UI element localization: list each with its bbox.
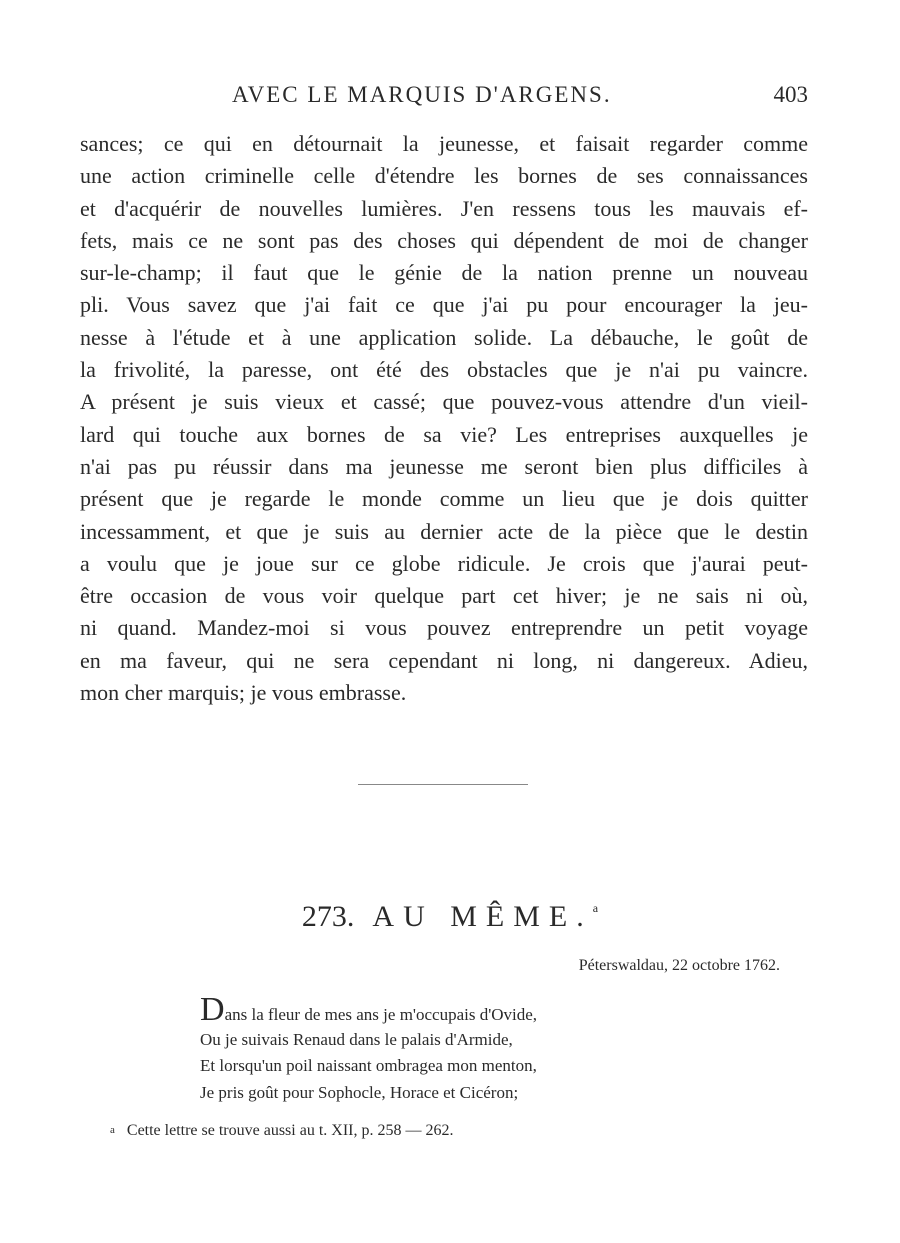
prose-body — [80, 128, 808, 709]
drop-cap: D — [200, 991, 225, 1028]
prose-line: en ma faveur, qui ne sera cependant ni long, ni dangereux. Adieu, — [80, 647, 808, 673]
dateline: Péterswaldau, 22 octobre 1762. — [578, 957, 780, 974]
prose-line: incessamment, et que je suis au dernier acte de la pièce que le destin — [80, 518, 808, 544]
verse-text: ans la fleur de mes ans je m'occupais d'Ovide, — [224, 1005, 538, 1024]
running-header — [0, 82, 900, 112]
prose-line: nesse à l'étude et à une application solide. La débauche, le goût de — [80, 324, 808, 350]
footnote-reference: a — [592, 901, 599, 915]
verse-line: Et lorsqu'un poil naissant ombragea mon menton, — [200, 1056, 537, 1076]
prose-line: ni quand. Mandez-moi si vous pouvez entreprendre un petit voyage — [80, 615, 808, 641]
prose-line: a voulu que je joue sur ce globe ridicule. Je crois que j'aurai peut- — [80, 550, 808, 576]
prose-line: sances; ce qui en détournait la jeunesse, et faisait regarder comme — [80, 131, 808, 156]
verse-line: Je pris goût pour Sophocle, Horace et Cicéron; — [200, 1083, 519, 1103]
prose-line: n'ai pas pu réussir dans ma jeunesse me seront bien plus difficiles à — [80, 453, 808, 479]
prose-line: fets, mais ce ne sont pas des choses qui dépendent de moi de changer — [80, 227, 808, 253]
prose-line: la frivolité, la paresse, ont été des obstacles que je n'ai pu vaincre. — [80, 357, 808, 383]
verse-block — [200, 991, 538, 1107]
letter-title: AU MÊME. — [372, 900, 593, 933]
prose-line: sur-le-champ; il faut que le génie de la nation prenne un nouveau — [80, 260, 808, 286]
verse-line: Ou je suivais Renaud dans le palais d'Armide, — [200, 1029, 513, 1049]
verse-line — [200, 991, 538, 1028]
letter-heading — [0, 900, 900, 934]
prose-line: être occasion de vous voir quelque part cet hiver; je ne sais ni où, — [80, 583, 808, 609]
page-number: 403 — [773, 82, 808, 107]
prose-line: mon cher marquis; je vous embrasse. — [80, 680, 407, 706]
footnote-marker: a — [110, 1124, 115, 1136]
prose-line: pli. Vous savez que j'ai fait ce que j'ai pu pour encourager la jeu- — [80, 292, 808, 318]
footnote — [110, 1122, 453, 1140]
prose-line: présent que je regarde le monde comme un lieu que je dois quitter — [80, 486, 808, 512]
prose-line: lard qui touche aux bornes de sa vie? Les entreprises auxquelles je — [80, 421, 808, 447]
footnote-text: Cette lettre se trouve aussi au t. XII, p. 258 — 262. — [126, 1122, 454, 1139]
prose-line: A présent je suis vieux et cassé; que pouvez-vous attendre d'un vieil- — [80, 389, 808, 415]
running-title: AVEC LE MARQUIS D'ARGENS. — [232, 82, 612, 107]
letter-number: 273. — [301, 900, 355, 933]
prose-line: une action criminelle celle d'étendre les bornes de ses connaissances — [80, 163, 808, 189]
section-divider — [358, 784, 528, 785]
prose-line: et d'acquérir de nouvelles lumières. J'en ressens tous les mauvais ef- — [80, 195, 808, 221]
